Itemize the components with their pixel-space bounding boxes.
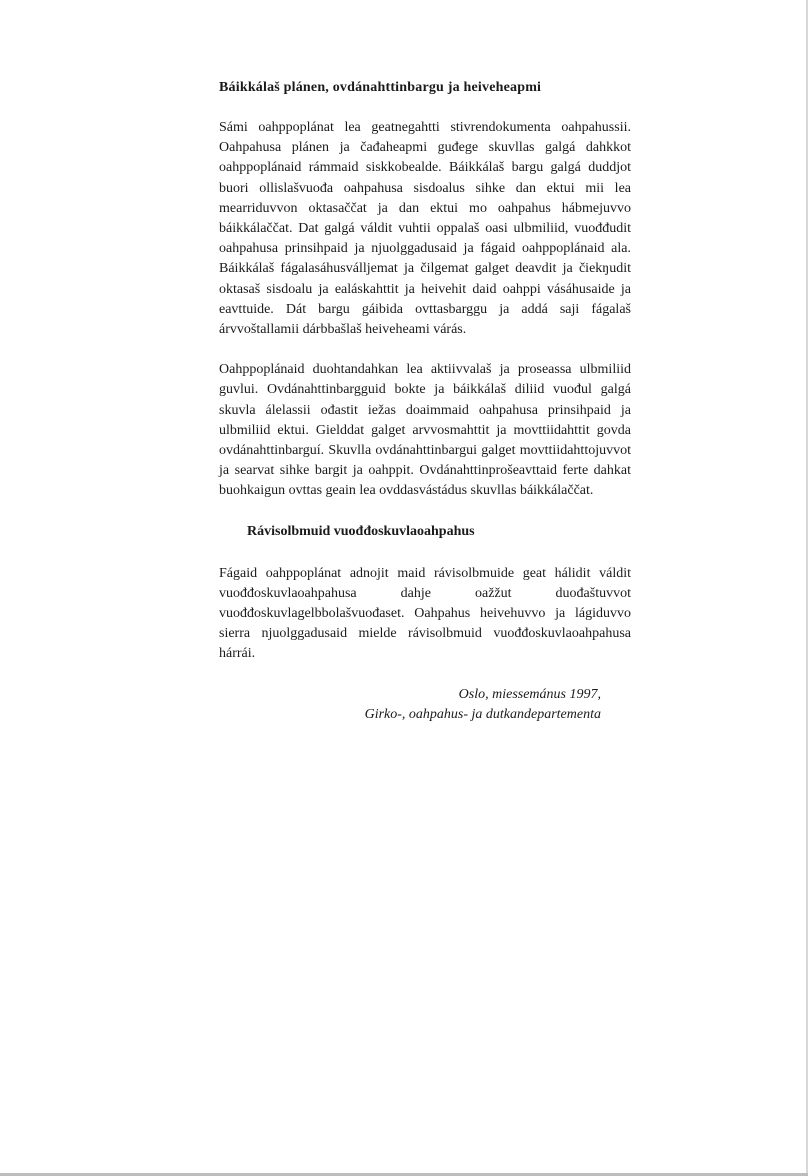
subsection-heading: Rávisolbmuid vuođđoskuvlaoahpahus xyxy=(247,523,475,539)
paragraph-local-planning: Sámi oahppoplánat lea geatnegahtti stivrendokumenta oahpahussii. Oahpahusa plánen ja čađaheapmi guđege skuvllas galgá dahkkot oahppoplánaid rámmaid siskkobealde. Báikkálaš bargu galgá duddjot buori ollislašvuođa oahpahusa sisdoalus sihke dan ektui mii lea mearriduvvon oktasaččat ja dan ektui mo oahpahus hábmejuvvo báikkálaččat. Dat galgá váldit vuhtii oppalaš oasi ulbmiliid, vuođđudit oahpahusa prinsihpaid ja njuolggadusaid ja fágaid oahppoplánaid ala. Báikkálaš fágalasáhusválljemat ja čilgemat galget deavdit ja čiekŋudit oktasaš sisdoalu ja ealáskahttit ja heivehit daid oahppi vásáhusaide ja eavttuide. Dát bargu gáibida ovttasbarggu ja addá saji fágalaš árvvoštallamii dárbbašlaš heiveheami várás. xyxy=(219,120,631,338)
signature-place-date: Oslo, miessemánus 1997, xyxy=(458,686,601,702)
signature-department: Girko-, oahpahus- ja dutkandepartementa xyxy=(364,707,601,723)
section-heading: Báikkálaš plánen, ovdánahttinbargu ja heiveheapmi xyxy=(219,80,542,95)
document-body xyxy=(219,78,631,726)
signature-block xyxy=(219,685,631,726)
paragraph-adult-education: Fágaid oahppoplánat adnojit maid rávisolbmuide geat hálidit váldit vuođđoskuvlaoahpahusa dahje oažžut duođaštuvvot vuođđoskuvlagelbbolašvuođaset. Oahpahus heivehuvvo ja lágiduvvo sierra njuolggadusaid mielde rávisolbmuid vuođđoskuvlaoahpahusa hárrái. xyxy=(219,565,631,662)
paragraph-development-work: Oahppoplánaid duohtandahkan lea aktiivvalaš ja proseassa ulbmiliid guvlui. Ovdánahttinbargguid bokte ja báikkálaš diliid vuođul galgá skuvla álelassii ođastit iežas doaimmaid oahpahusa prinsihpaid ja ulbmiliid ektui. Gielddat galget arvvosmahttit ja movttiidahttit govda ovdánahttinbarguí. Skuvlla ovdánahttinbargui galget movttiidahttojuvvot ja searvat sihke bargit ja oahppit. Ovdánahttinprošeavttaid ferte dahkat buohkaigun ovttas geain lea ovddasvástádus skuvllas báikkálaččat. xyxy=(219,362,631,499)
